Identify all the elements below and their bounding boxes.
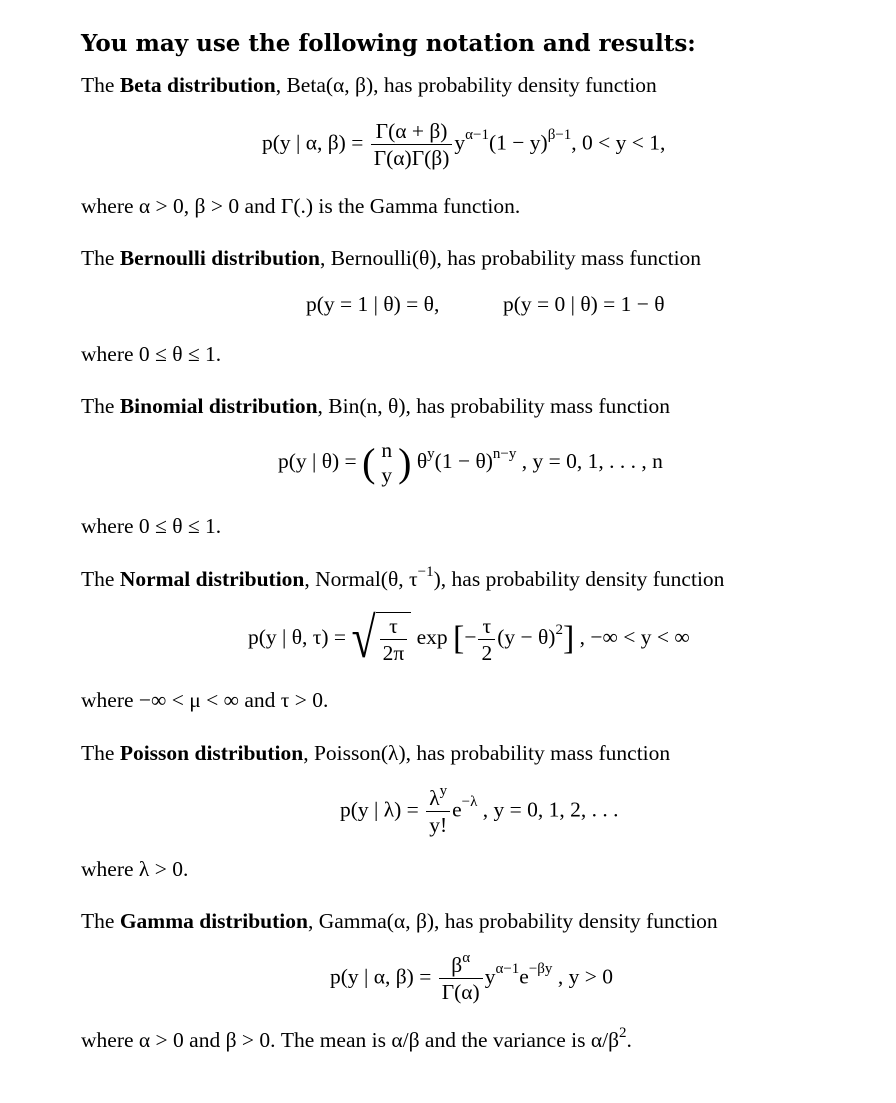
binomial-where: where 0 ≤ θ ≤ 1. [81, 514, 222, 538]
where-sup: 2 [619, 1024, 627, 1041]
radical-sign: √ [351, 606, 376, 671]
binomial-rhs-a: θ [416, 448, 428, 473]
right-bracket: ] [562, 620, 575, 657]
beta-rhs-b-sup: β−1 [547, 127, 572, 144]
binomial-rhs-c: , y = 0, 1, . . . , n [516, 448, 663, 473]
num-sup: y [439, 782, 448, 799]
page-title: You may use the following notation and results: [81, 30, 696, 57]
poisson-intro [81, 740, 670, 766]
gamma-rhs-a: y [484, 964, 496, 989]
bernoulli-formula-2: p(y = 0 | θ) = 1 − θ [503, 292, 665, 316]
beta-rhs-a: y [454, 130, 466, 155]
inner-num: τ [478, 613, 495, 640]
right-paren: ) [398, 440, 412, 485]
intro-suffix: , Poisson(λ), has probability mass function [303, 741, 671, 765]
beta-formula [262, 118, 665, 171]
left-paren: ( [362, 440, 376, 485]
intro-sup: −1 [417, 563, 434, 580]
normal-intro [81, 563, 725, 592]
normal-formula [248, 606, 690, 671]
beta-where: where α > 0, β > 0 and Γ(.) is the Gamma function. [81, 194, 521, 218]
gamma-frac-den: Γ(α) [441, 980, 480, 1004]
beta-frac-den: Γ(α)Γ(β) [373, 146, 450, 170]
binomial-rhs-b: (1 − θ) [434, 448, 493, 473]
inner-den: 2 [481, 640, 493, 665]
gamma-where [81, 1024, 632, 1053]
poisson-lhs: p(y | λ) = [340, 797, 419, 822]
gamma-formula [330, 949, 613, 1005]
intro-suffix: , Gamma(α, β), has probability density function [307, 909, 718, 933]
intro-suffix: , Beta(α, β), has probability density function [275, 73, 657, 97]
binomial-coefficient [362, 438, 411, 488]
inner-minus: − [464, 624, 477, 649]
beta-fraction [371, 118, 453, 171]
intro-prefix: The [81, 73, 120, 97]
binomial-lhs: p(y | θ) = [278, 448, 357, 473]
normal-rhs-c: , −∞ < y < ∞ [574, 624, 690, 649]
beta-name: Beta distribution [119, 73, 276, 97]
sqrt-num: τ [380, 613, 408, 640]
intro-prefix: The [81, 909, 120, 933]
gamma-rhs-b-sup: −βy [528, 961, 553, 978]
bernoulli-name: Bernoulli distribution [119, 246, 320, 270]
poisson-fraction [426, 782, 450, 838]
sqrt-den: 2π [382, 641, 405, 665]
binomial-intro [81, 393, 670, 419]
bernoulli-where: where 0 ≤ θ ≤ 1. [81, 342, 222, 366]
num-base: β [451, 953, 463, 977]
binom-bottom: y [381, 463, 393, 487]
intro-prefix: The [81, 567, 120, 591]
poisson-frac-num [426, 782, 450, 812]
gamma-rhs-a-sup: α−1 [495, 961, 520, 978]
num-sup: α [462, 949, 471, 966]
intro-suffix: , Bin(n, θ), has probability mass function [317, 394, 671, 418]
poisson-frac-den: y! [429, 813, 448, 837]
exp-label: exp [416, 624, 448, 649]
square-root [351, 606, 411, 671]
gamma-rhs-c: , y > 0 [552, 964, 613, 989]
bernoulli-intro [81, 245, 701, 271]
binom-top: n [381, 438, 393, 462]
intro-prefix: The [81, 741, 120, 765]
beta-frac-num: Γ(α + β) [371, 118, 453, 145]
poisson-formula [340, 782, 619, 838]
gamma-lhs: p(y | α, β) = [330, 964, 432, 989]
binomial-name: Binomial distribution [119, 394, 318, 418]
poisson-rhs-c: , y = 0, 1, 2, . . . [477, 797, 619, 822]
gamma-frac-num [439, 949, 483, 979]
poisson-rhs-a-sup: −λ [461, 794, 478, 811]
num-base: λ [429, 786, 440, 810]
left-bracket: [ [453, 620, 465, 657]
bernoulli-formula-1: p(y = 1 | θ) = θ, [306, 292, 440, 316]
normal-where: where −∞ < μ < ∞ and τ > 0. [81, 688, 329, 712]
gamma-intro [81, 908, 718, 934]
gamma-fraction [439, 949, 483, 1005]
normal-lhs: p(y | θ, τ) = [248, 624, 347, 649]
poisson-name: Poisson distribution [119, 741, 304, 765]
beta-lhs: p(y | α, β) = [262, 130, 364, 155]
intro-prefix: The [81, 394, 120, 418]
poisson-where: where λ > 0. [81, 857, 189, 881]
normal-name: Normal distribution [119, 567, 305, 591]
gamma-rhs-b: e [519, 964, 529, 989]
intro-suffix: , Normal(θ, τ [304, 567, 418, 591]
sqrt-fraction [380, 613, 408, 666]
intro-suffix: , Bernoulli(θ), has probability mass function [319, 246, 702, 270]
inner-sup: 2 [555, 621, 563, 638]
where-end: . [626, 1028, 632, 1052]
inner-fraction [478, 613, 495, 666]
beta-rhs-a-sup: α−1 [465, 127, 489, 144]
inner-rest: (y − θ) [497, 624, 556, 649]
binomial-rhs-b-sup: n−y [492, 445, 517, 462]
poisson-rhs-a: e [452, 797, 462, 822]
where-a: where α > 0 and β > 0. The mean is α/β and the variance is α/β [81, 1028, 620, 1052]
beta-intro [81, 72, 657, 98]
gamma-name: Gamma distribution [119, 909, 308, 933]
beta-rhs-b: (1 − y) [488, 130, 548, 155]
intro-prefix: The [81, 246, 120, 270]
intro-end: ), has probability density function [433, 567, 725, 591]
beta-rhs-c: , 0 < y < 1, [571, 130, 666, 155]
binomial-formula [278, 438, 663, 488]
binomial-rhs-a-sup: y [427, 445, 435, 462]
